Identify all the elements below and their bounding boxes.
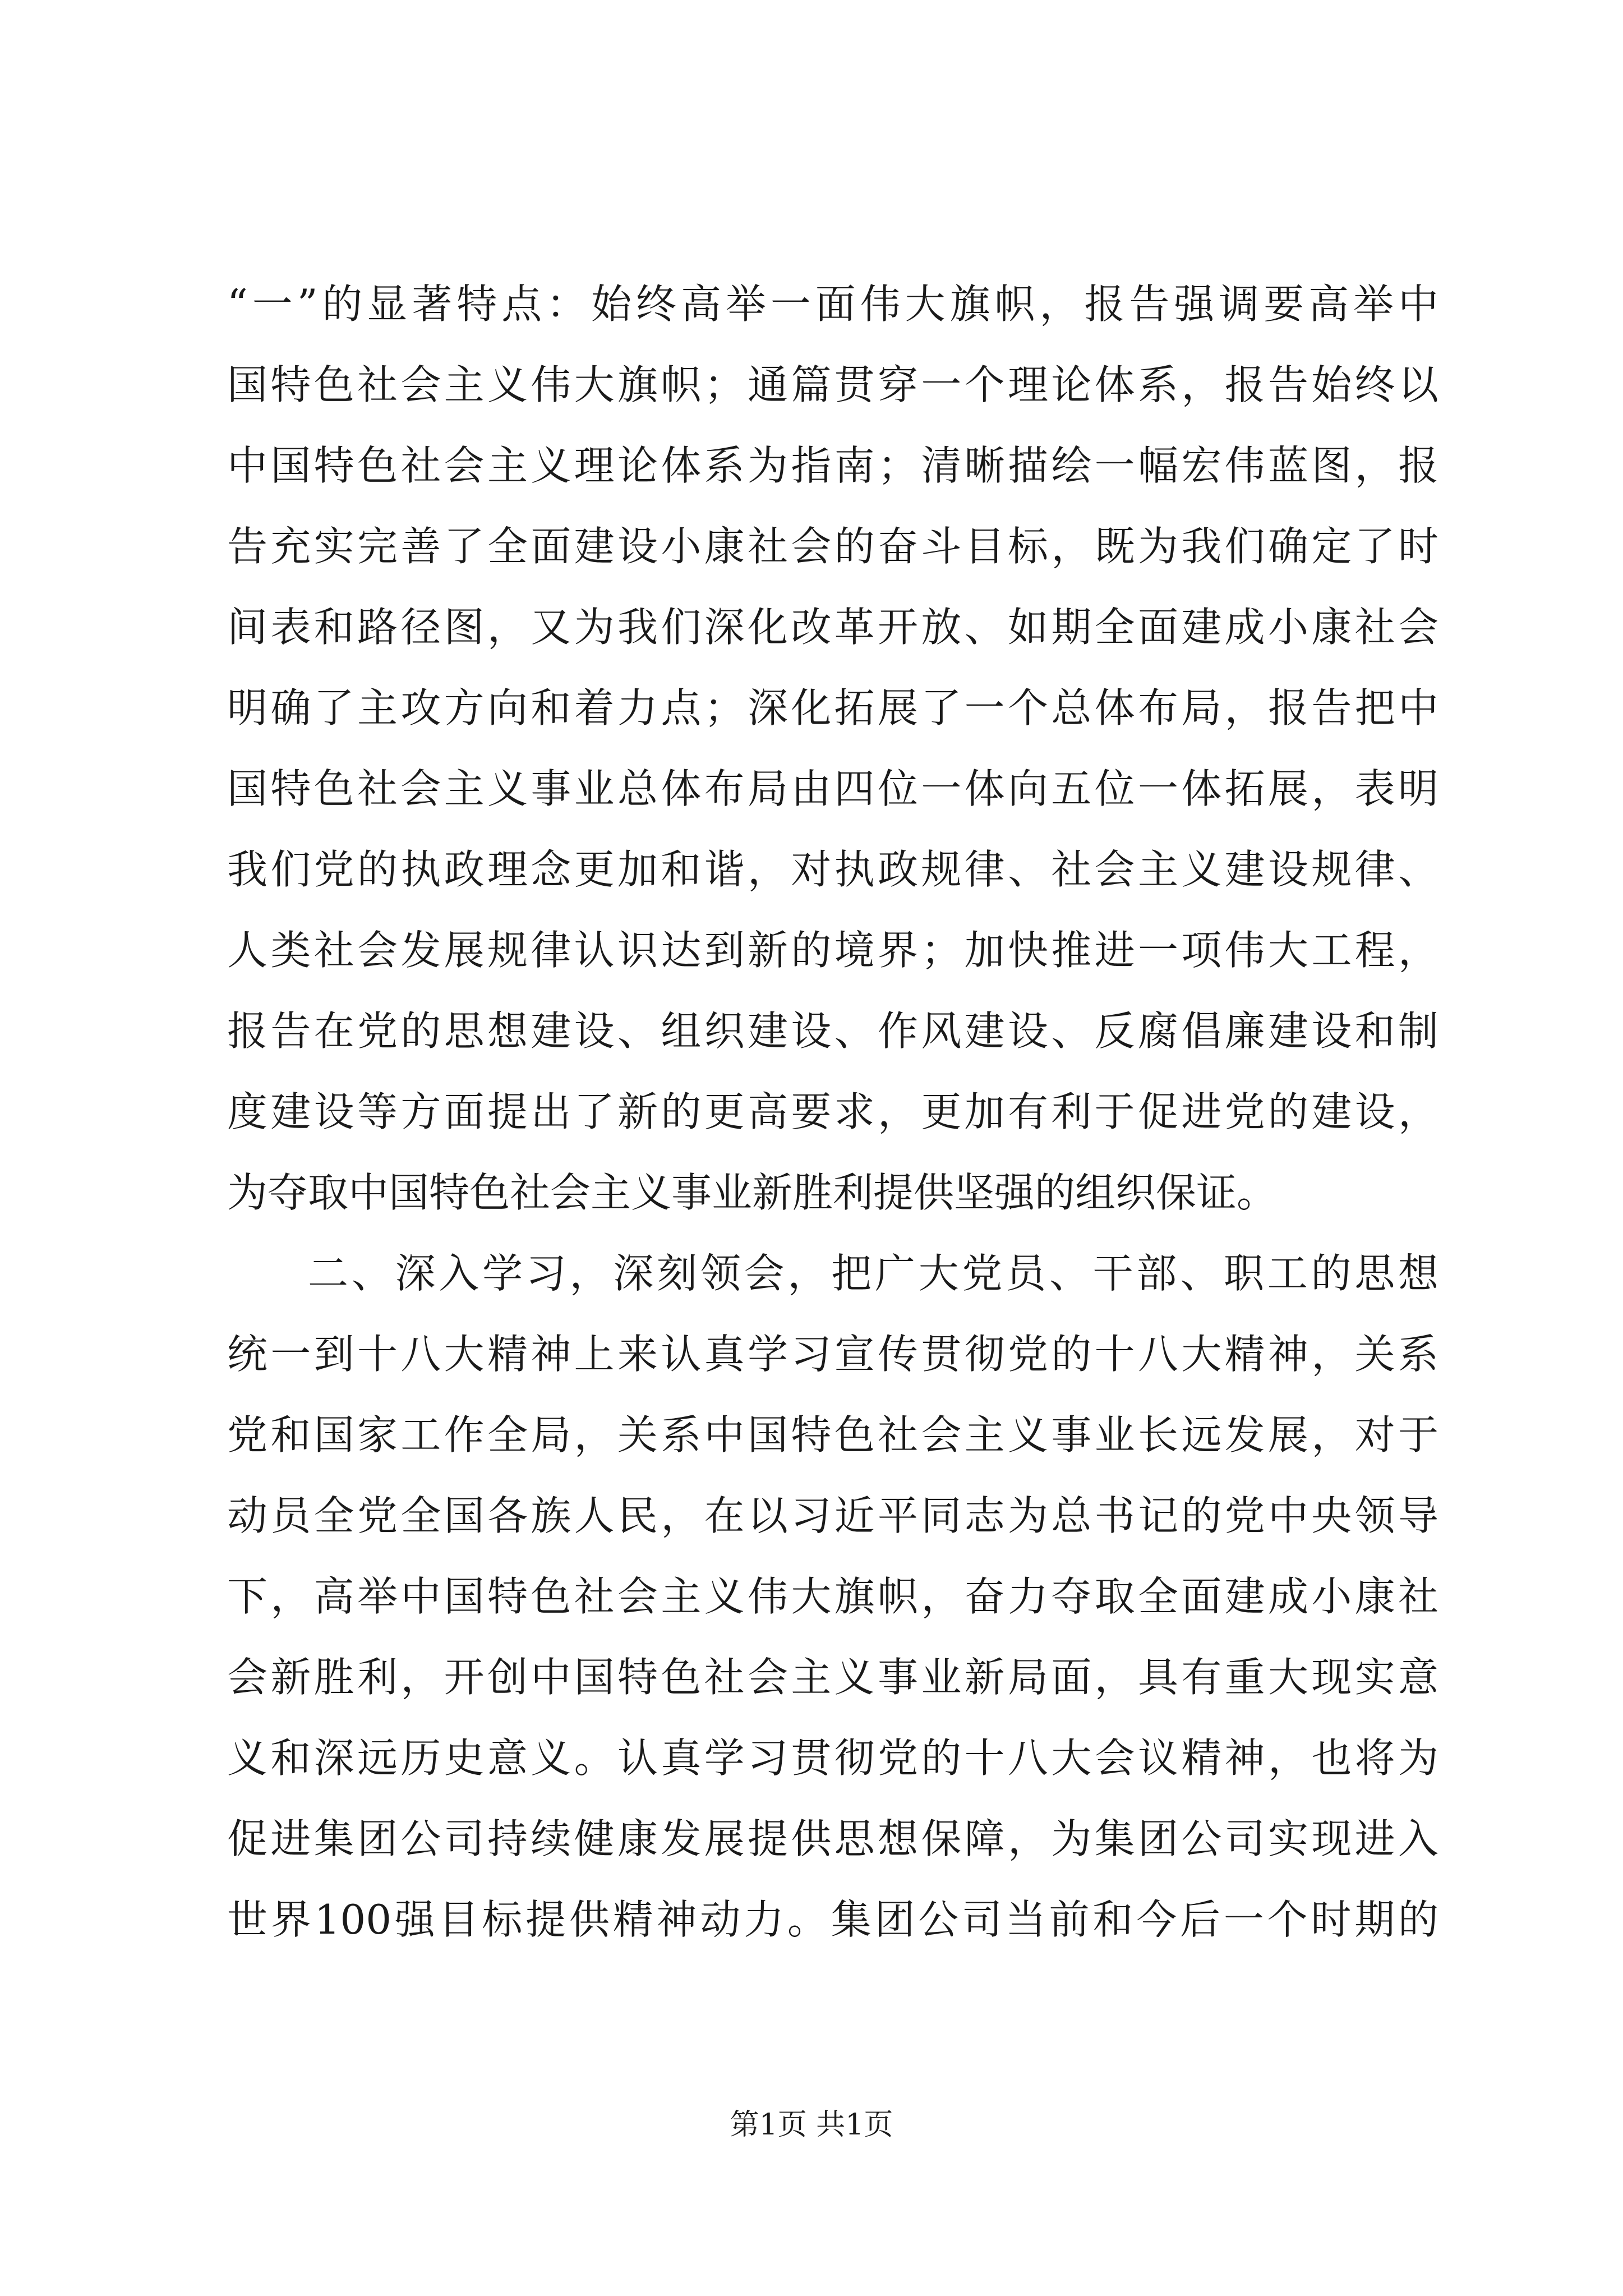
text-line: 度建设等方面提出了新的更高要求，更加有利于促进党的建设， (227, 1088, 1438, 1135)
page-footer (0, 2101, 1623, 2143)
text-line: 告充实完善了全面建设小康社会的奋斗目标，既为我们确定了时 (227, 523, 1438, 570)
text-line: 明确了主攻方向和着力点；深化拓展了一个总体布局，报告把中 (227, 684, 1438, 731)
text-line: 下，高举中国特色社会主义伟大旗帜，奋力夺取全面建成小康社 (227, 1573, 1438, 1620)
text-line: 间表和路径图，又为我们深化改革开放、如期全面建成小康社会 (227, 604, 1438, 651)
text-line: 会新胜利，开创中国特色社会主义事业新局面，具有重大现实意 (227, 1654, 1438, 1701)
text-line: 我们党的执政理念更加和谐，对执政规律、社会主义建设规律、 (227, 846, 1438, 893)
body-text (227, 264, 1438, 1960)
text-line: 国特色社会主义伟大旗帜；通篇贯穿一个理论体系，报告始终以 (227, 361, 1438, 408)
text-line: 世界100强目标提供精神动力。集团公司当前和今后一个时期的 (227, 1896, 1438, 1943)
text-line: 统一到十八大精神上来认真学习宣传贯彻党的十八大精神，关系 (227, 1331, 1438, 1378)
text-line: 人类社会发展规律认识达到新的境界；加快推进一项伟大工程， (227, 927, 1438, 974)
text-line: 报告在党的思想建设、组织建设、作风建设、反腐倡廉建设和制 (227, 1007, 1438, 1055)
text-line: 动员全党全国各族人民，在以习近平同志为总书记的党中央领导 (227, 1492, 1438, 1539)
text-line: 党和国家工作全局，关系中国特色社会主义事业长远发展，对于 (227, 1411, 1438, 1458)
text-line: 为夺取中国特色社会主义事业新胜利提供坚强的组织保证。 (227, 1169, 1278, 1216)
section-heading-line: 二、深入学习，深刻领会，把广大党员、干部、职工的思想 (308, 1250, 1438, 1297)
text-line: 中国特色社会主义理论体系为指南；清晰描绘一幅宏伟蓝图，报 (227, 442, 1438, 489)
text-line: 义和深远历史意义。认真学习贯彻党的十八大会议精神，也将为 (227, 1734, 1438, 1782)
text-line: “一”的显著特点：始终高举一面伟大旗帜，报告强调要高举中 (227, 280, 1438, 328)
page-number-label: 第1页 共1页 (730, 2108, 893, 2142)
text-line: 国特色社会主义事业总体布局由四位一体向五位一体拓展，表明 (227, 765, 1438, 812)
text-line: 促进集团公司持续健康发展提供思想保障，为集团公司实现进入 (227, 1815, 1438, 1862)
